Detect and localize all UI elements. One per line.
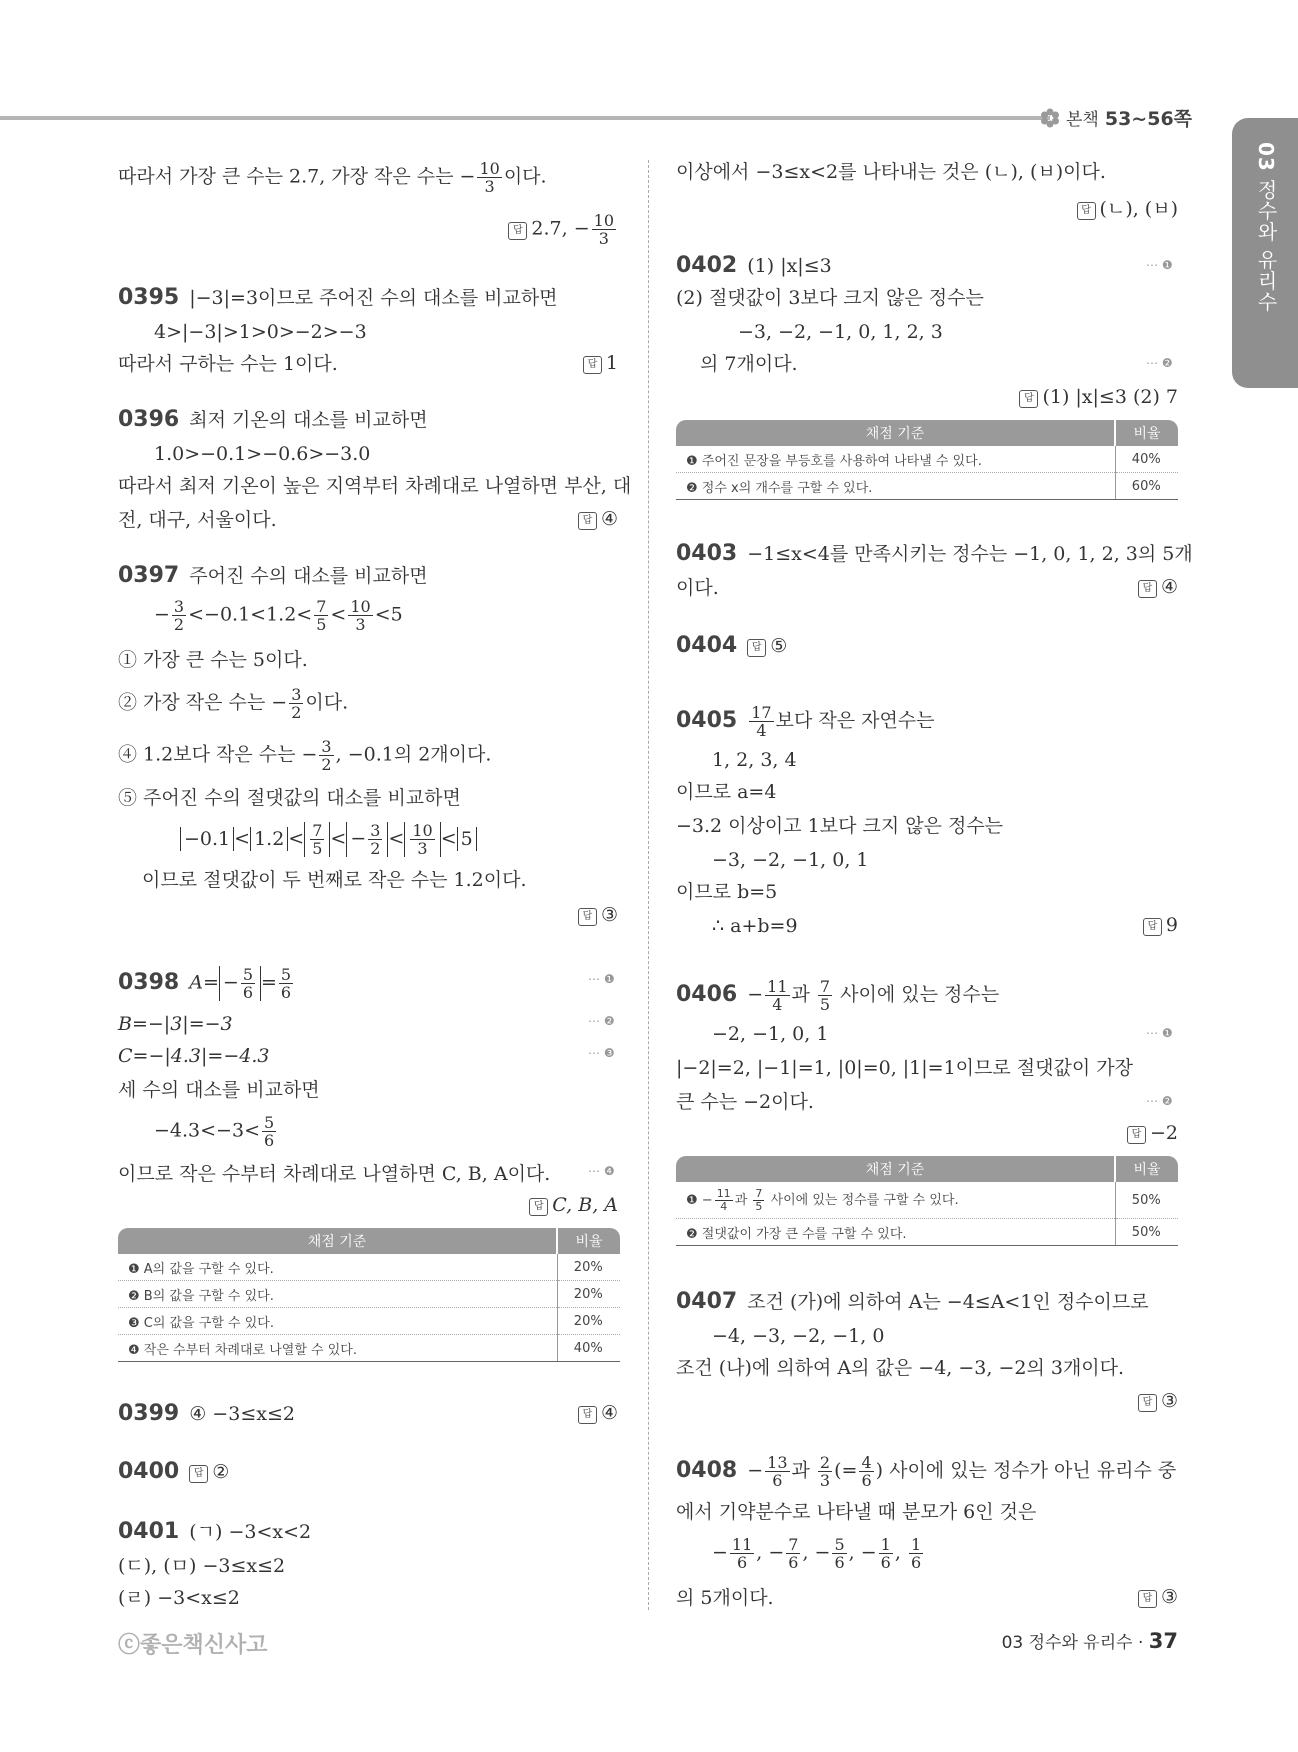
table-row: ❶ − $\frac{11}{4}$ 과 $\frac{7}{5}$ 사이에 있는 정수를 구할 수 있다. 50% <box>676 1182 1178 1219</box>
table-row: ❷ 절댓값이 가장 큰 수를 구할 수 있다. 50% <box>676 1219 1178 1246</box>
answer-icon: 답 <box>1138 580 1157 598</box>
line: −4.3<−3< $\frac{5}{6}$ <box>154 1113 275 1150</box>
answer: 답 ④ <box>578 508 618 530</box>
problem-0405: 0405 $\frac{17}{4}$ 보다 작은 자연수는 <box>676 703 935 740</box>
answer: 답 C, B, A <box>529 1194 618 1216</box>
table-row: ❶ A의 값을 구할 수 있다. 20% <box>118 1254 620 1281</box>
problem-0396: 0396 최저 기온의 대소를 비교하면 <box>118 407 428 432</box>
table-row: ❷ 정수 x의 개수를 구할 수 있다. 60% <box>676 473 1178 500</box>
step-marker-2: ⋯ ❷ <box>1146 1094 1173 1108</box>
answer-icon: 답 <box>508 222 527 240</box>
page-ref-range: 53~56쪽 <box>1104 108 1193 130</box>
chapter-side-tab <box>1232 118 1298 388</box>
step-marker-4: ⋯ ❹ <box>588 1164 615 1178</box>
problem-0395: 0395 |−3|=3이므로 주어진 수의 대소를 비교하면 <box>118 285 558 310</box>
line: −3, −2, −1, 0, 1, 2, 3 <box>738 321 943 343</box>
problem-0401: 0401 (ㄱ) −3<x<2 <box>118 1519 312 1544</box>
publisher-logo: ⓒ좋은책신사고 <box>118 1633 268 1658</box>
line: −3.2 이상이고 1보다 크지 않은 정수는 <box>676 815 1004 837</box>
answer-icon: 답 <box>1019 390 1038 408</box>
grading-table-0406: 채점 기준 비율 ❶ − $\frac{11}{4}$ 과 $\frac{7}{5}$ 사이에 있는 정수를 구할 수 있다. 50% ❷ 절댓값이 가장 큰 수를 구할 수 있다. 50% <box>676 1156 1178 1246</box>
line: (2) 절댓값이 3보다 크지 않은 정수는 <box>676 287 984 309</box>
line: 큰 수는 −2이다. <box>676 1091 814 1113</box>
line: 이므로 작은 수부터 차례대로 나열하면 C, B, A이다. <box>118 1163 551 1185</box>
line: (ㄹ) −3<x≤2 <box>118 1587 240 1609</box>
line: 4>|−3|>1>0>−2>−3 <box>154 321 367 343</box>
line: ① 가장 큰 수는 5이다. <box>118 649 308 671</box>
answer-icon: 답 <box>578 512 597 530</box>
answer: 답 ③ <box>1138 1390 1178 1412</box>
problem-0408: 0408 − $\frac{13}{6}$ 과 $\frac{2}{3}$ (= $\frac{4}{6}$ ) 사이에 있는 정수가 아닌 유리수 중 <box>676 1453 1177 1490</box>
answer: 답 2.7, − $\frac{10}{3}$ <box>508 212 618 247</box>
answer: 답 (1) |x|≤3 (2) 7 <box>1019 386 1178 408</box>
table-row: ❷ B의 값을 구할 수 있다. 20% <box>118 1281 620 1308</box>
answer: 답 ③ <box>1138 1586 1178 1608</box>
problem-0407: 0407 조건 (가)에 의하여 A는 −4≤A<1인 정수이므로 <box>676 1289 1149 1314</box>
line: −2, −1, 0, 1 <box>712 1023 829 1045</box>
problem-0397: 0397 주어진 수의 대소를 비교하면 <box>118 563 428 588</box>
line: (ㄷ), (ㅁ) −3≤x≤2 <box>118 1555 286 1577</box>
answer: 답 ③ <box>578 904 618 926</box>
grading-table-0398: 채점 기준 비율 ❶ A의 값을 구할 수 있다. 20% ❷ B의 값을 구할 수 있다. 20% ❸ C의 값을 구할 수 있다. 20% ❹ 작은 수부터 차례대로 나열할 수 있다. 40% <box>118 1228 620 1362</box>
answer: 답 ④ <box>578 1402 618 1424</box>
line: 따라서 최저 기온이 높은 지역부터 차례대로 나열하면 부산, 대 <box>118 475 632 497</box>
answer-icon: 답 <box>1127 1126 1146 1144</box>
flower-icon <box>1040 108 1060 128</box>
line: C=−|4.3|=−4.3 <box>118 1045 270 1067</box>
chapter-title: 정수와 유리수 <box>1254 179 1278 313</box>
problem-0398: 0398 A= − $\frac{5}{6}$ = $\frac{5}{6}$ <box>118 965 292 1002</box>
line: −4, −3, −2, −1, 0 <box>712 1325 885 1347</box>
step-marker-2: ⋯ ❷ <box>1146 356 1173 370</box>
answer: 답 ④ <box>1138 576 1178 598</box>
answer: 답 1 <box>583 352 618 374</box>
answer-icon: 답 <box>529 1198 548 1216</box>
chapter-number: 03 <box>1254 142 1278 172</box>
problem-0400: 0400 답 ② <box>118 1459 230 1484</box>
line: 이상에서 −3≤x<2를 나타내는 것은 (ㄴ), (ㅂ)이다. <box>676 161 1106 183</box>
line: 이므로 절댓값이 두 번째로 작은 수는 1.2이다. <box>142 869 527 891</box>
page-number: 37 <box>1148 1629 1178 1653</box>
answer-icon: 답 <box>747 639 766 657</box>
problem-0403: 0403 −1≤x<4를 만족시키는 정수는 −1, 0, 1, 2, 3의 5개 <box>676 541 1193 566</box>
line: 이다. <box>676 577 719 599</box>
line: 의 7개이다. <box>700 353 798 375</box>
line: 조건 (나)에 의하여 A의 값은 −4, −3, −2의 3개이다. <box>676 1357 1125 1379</box>
line: − $\frac{11}{6}$ , − $\frac{7}{6}$ , − $\frac{5}{6}$ , − $\frac{1}{6}$ , $\frac{1}{6}$ <box>712 1535 922 1572</box>
step-marker-3: ⋯ ❸ <box>588 1046 615 1060</box>
line: 이므로 b=5 <box>676 881 778 903</box>
footer-chapter: 03 정수와 유리수 · <box>1001 1633 1144 1653</box>
answer-icon: 답 <box>1138 1394 1157 1412</box>
step-marker-2: ⋯ ❷ <box>588 1014 615 1028</box>
table-row: ❶ 주어진 문장을 부등호를 사용하여 나타낼 수 있다. 40% <box>676 446 1178 473</box>
answer-icon: 답 <box>578 908 597 926</box>
line: 의 5개이다. <box>676 1587 774 1609</box>
answer: 답 (ㄴ), (ㅂ) <box>1077 194 1178 221</box>
line: 이므로 a=4 <box>676 781 777 803</box>
table-row: ❹ 작은 수부터 차례대로 나열할 수 있다. 40% <box>118 1335 620 1362</box>
column-divider <box>648 160 649 1610</box>
answer-icon: 답 <box>1138 1590 1157 1608</box>
page-reference <box>1040 104 1192 131</box>
grading-table-0402: 채점 기준 비율 ❶ 주어진 문장을 부등호를 사용하여 나타낼 수 있다. 40% ❷ 정수 x의 개수를 구할 수 있다. 60% <box>676 420 1178 500</box>
step-marker-1: ⋯ ❶ <box>1146 1026 1173 1040</box>
line: ④ 1.2보다 작은 수는 − $\frac{3}{2}$ , −0.1의 2개이다. <box>118 737 492 774</box>
line: B=−|3|=−3 <box>118 1013 233 1035</box>
line: |−2|=2, |−1|=1, |0|=0, |1|=1이므로 절댓값이 가장 <box>676 1057 1133 1079</box>
answer-icon: 답 <box>1143 918 1162 936</box>
line: ② 가장 작은 수는 − $\frac{3}{2}$ 이다. <box>118 685 349 722</box>
answer: 답 −2 <box>1127 1122 1178 1144</box>
step-marker-1: ⋯ ❶ <box>1146 258 1173 272</box>
header-rule <box>0 116 1050 120</box>
answer-icon: 답 <box>189 1465 208 1483</box>
problem-0406: 0406 − $\frac{11}{4}$ 과 $\frac{7}{5}$ 사이에 있는 정수는 <box>676 977 1000 1014</box>
line: −3, −2, −1, 0, 1 <box>712 849 869 871</box>
answer: 답 9 <box>1143 914 1178 936</box>
problem-0404: 0404 답 ⑤ <box>676 633 788 658</box>
line: 따라서 가장 큰 수는 2.7, 가장 작은 수는 − $\frac{10}{3}$ 이다. <box>118 159 547 196</box>
answer-icon: 답 <box>578 1406 597 1424</box>
line: 따라서 구하는 수는 1이다. <box>118 353 338 375</box>
step-marker-1: ⋯ ❶ <box>588 972 615 986</box>
problem-0399: 0399 ④ −3≤x≤2 <box>118 1401 295 1426</box>
table-row: ❸ C의 값을 구할 수 있다. 20% <box>118 1308 620 1335</box>
answer-icon: 답 <box>1077 202 1096 220</box>
line: 에서 기약분수로 나타낼 때 분모가 6인 것은 <box>676 1501 1037 1523</box>
line: ∴ a+b=9 <box>712 915 798 937</box>
line: − $\frac{3}{2}$ <−0.1<1.2< $\frac{7}{5}$ < $\frac{10}{3}$ <5 <box>154 597 403 634</box>
line: 세 수의 대소를 비교하면 <box>118 1079 320 1101</box>
page-footer <box>1002 1628 1178 1653</box>
line: 1.0>−0.1>−0.6>−3.0 <box>154 443 371 465</box>
problem-0402: 0402 (1) |x|≤3 <box>676 253 832 278</box>
line: 1, 2, 3, 4 <box>712 749 797 771</box>
line: ⑤ 주어진 수의 절댓값의 대소를 비교하면 <box>118 787 461 809</box>
line: −0.1 < 1.2 < $\frac{7}{5}$ < − $\frac{3}{2}$ < $\frac{10}{3}$ < 5 <box>180 822 477 857</box>
page-ref-label: 본책 <box>1066 110 1099 130</box>
answer-icon: 답 <box>583 356 602 374</box>
line: 전, 대구, 서울이다. <box>118 509 277 531</box>
